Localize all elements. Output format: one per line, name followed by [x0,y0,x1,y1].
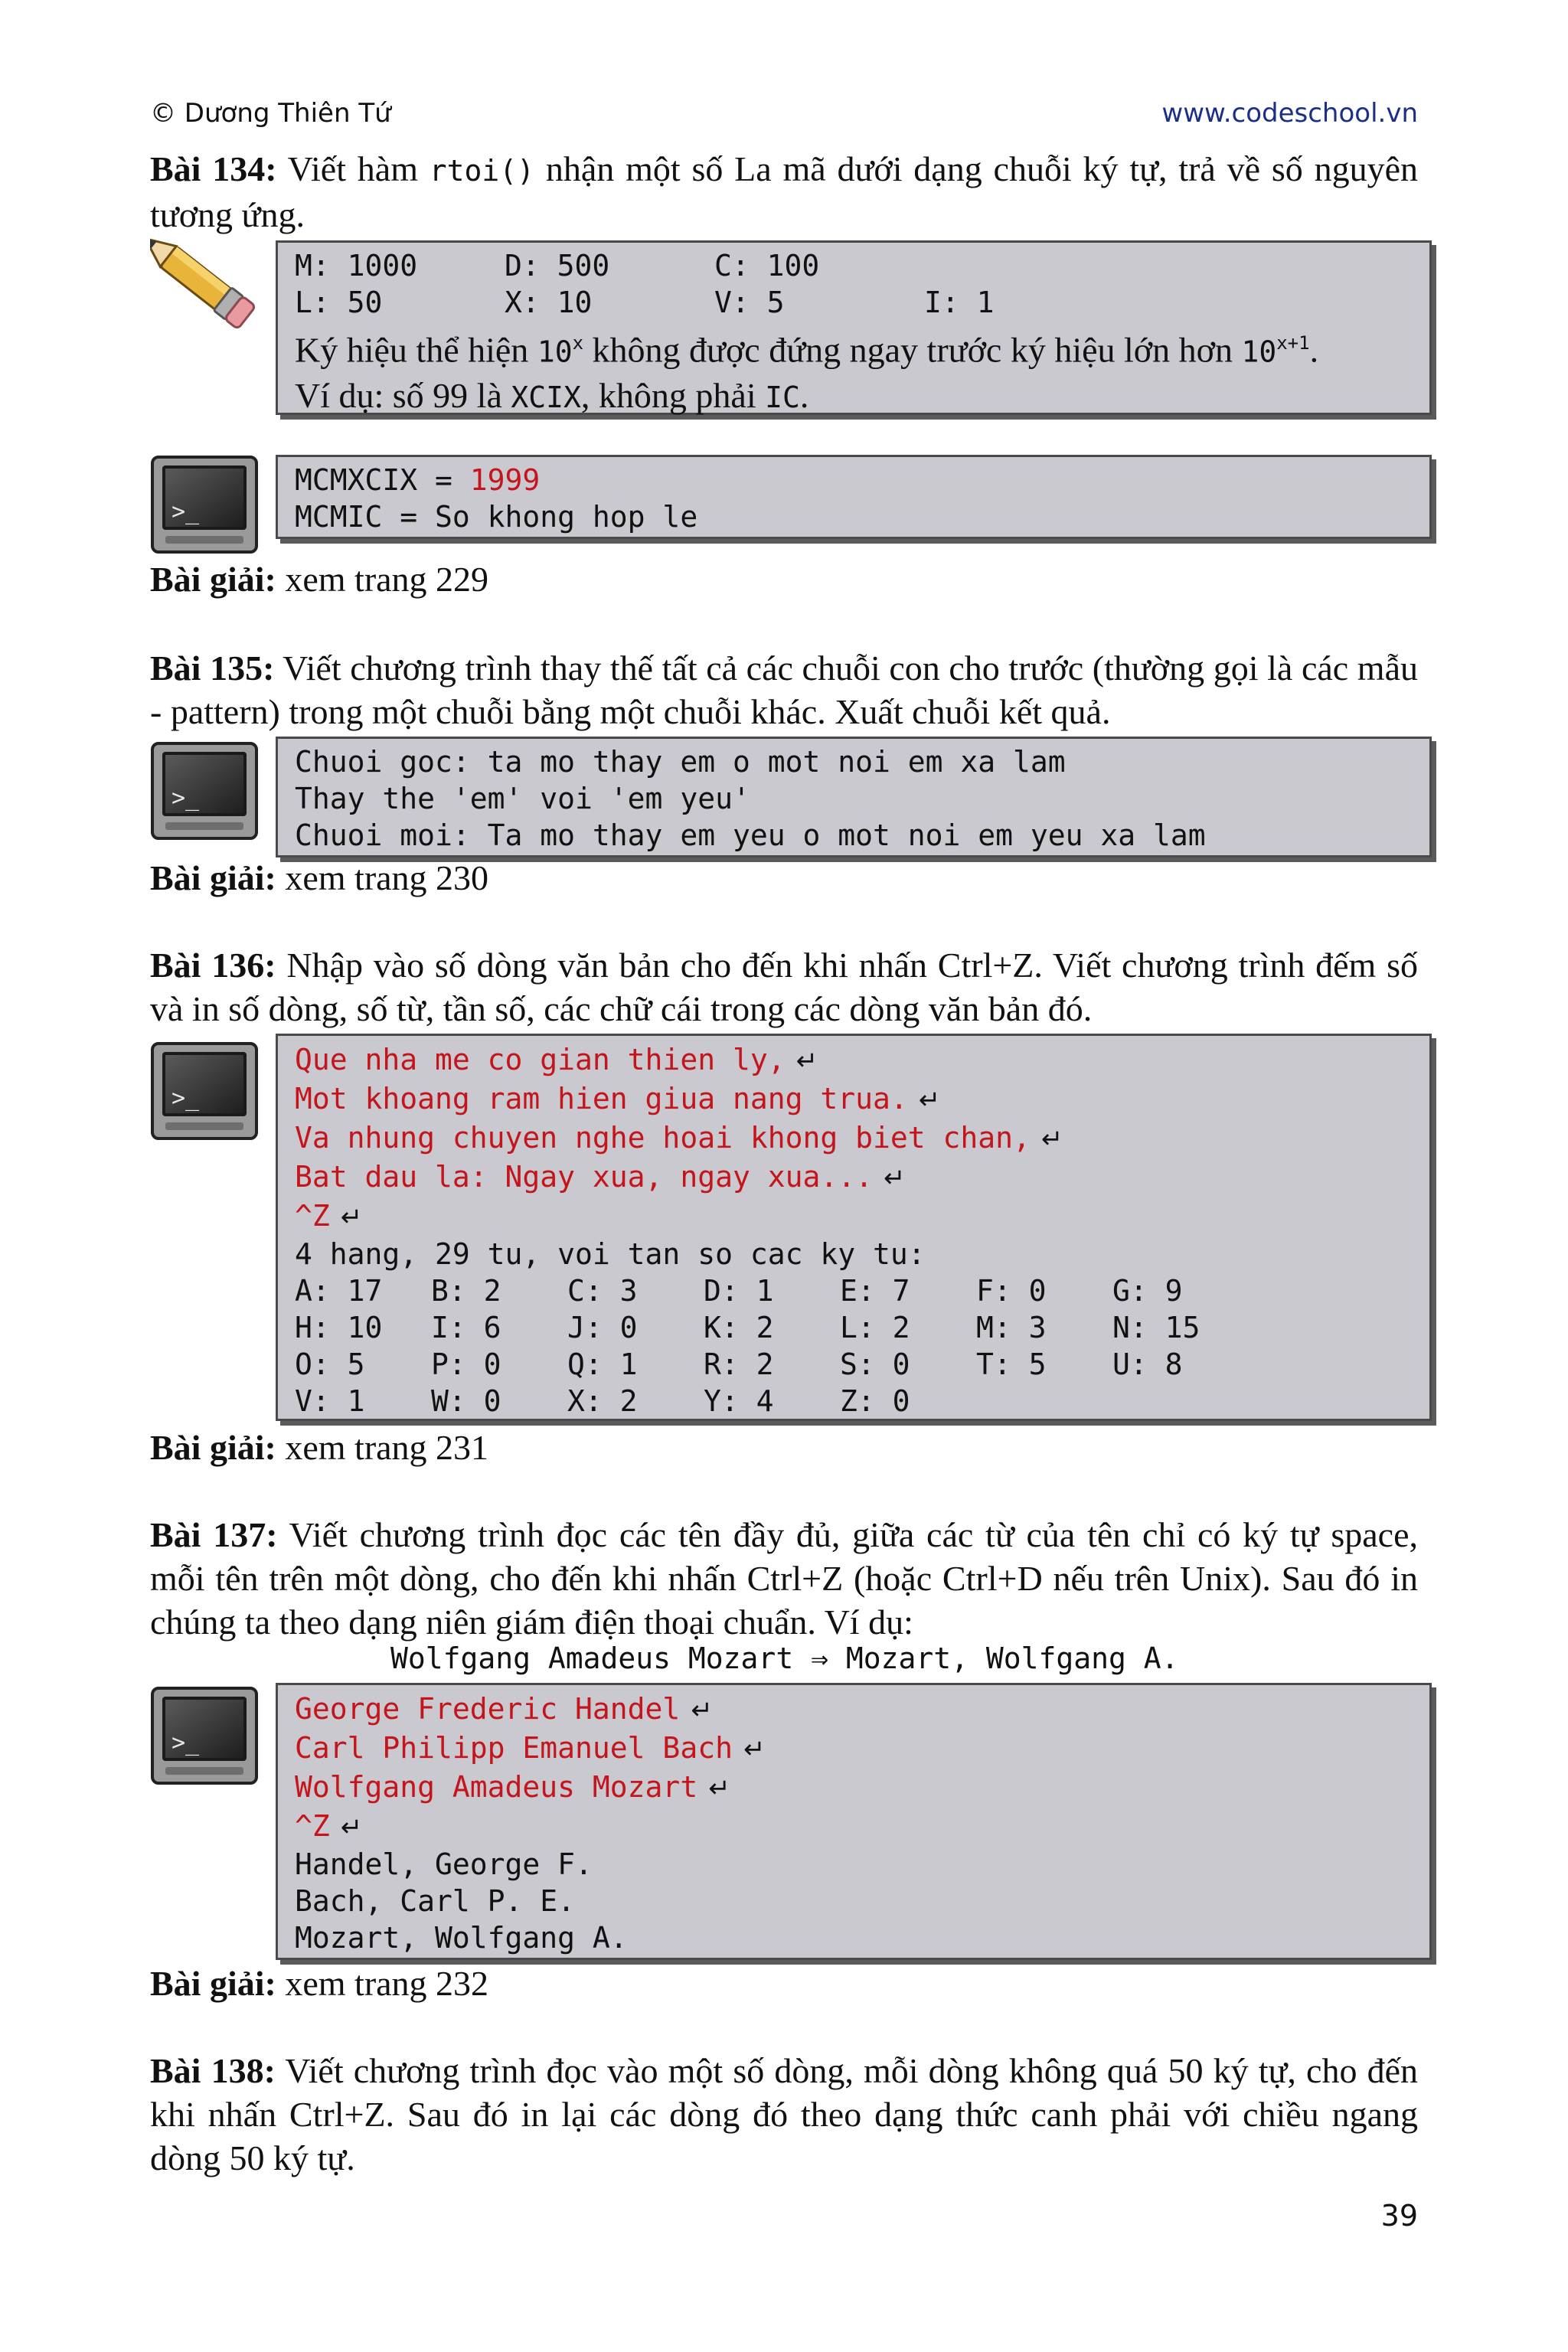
header-site: www.codeschool.vn [1161,98,1418,129]
function-name: rtoi() [429,154,535,188]
roman-example-text: Ví dụ: số 99 là XCIX, không phải IC. [295,376,809,416]
exercise-136-text: Bài 136: Nhập vào số dòng văn bản cho đến khi nhấn Ctrl+Z. Viết chương trình đếm số và in số dòng, số từ, tần số, các chữ cái trong các dòng văn bản đó. [150,946,1418,1028]
console-line: Thay the 'em' voi 'em yeu' [295,782,750,815]
svg-text:>_: >_ [172,1730,200,1756]
terminal-icon [150,1686,259,1785]
exercise-135-number: Bài 135: [150,648,275,688]
terminal-icon [150,455,259,554]
console-line: MCMIC = So khong hop le [295,500,698,534]
console-input-line: Que nha me co gian thien ly, ↵ [295,1043,818,1076]
solution-ref-136: Bài giải: xem trang 231 [150,1428,489,1467]
roman-values-row-1: M: 1000 D: 500 C: 100 [295,249,820,283]
enter-key-icon: ↵ [340,1202,363,1233]
enter-key-icon: ↵ [918,1085,941,1116]
terminal-icon [150,741,259,841]
roman-rule-text: Ký hiệu thể hiện 10$^x$ không được đứng ngay trước ký hiệu lớn hơn $10^{x+1}$. [295,330,1319,370]
console-line: Chuoi moi: Ta mo thay em yeu o mot noi em yeu xa lam [295,818,1206,852]
exercise-134-text: Bài 134: Viết hàm rtoi() nhận một số La mã dưới dạng chuỗi ký tự, trả về số nguyên tương ứng. [150,149,1418,234]
console-output-line: Bach, Carl P. E. [295,1884,576,1918]
console-input-line: Carl Philipp Emanuel Bach ↵ [295,1731,766,1765]
enter-key-icon: ↵ [795,1046,818,1076]
console-output-line: Handel, George F. [295,1847,593,1881]
console-summary-line: 4 hang, 29 tu, voi tan so cac ky tu: [295,1237,926,1271]
console-output-134 [276,455,1432,539]
console-input-line: ^Z ↵ [295,1809,363,1843]
console-line: MCMXCIX = 1999 [295,463,541,497]
svg-text:>_: >_ [172,1085,200,1112]
enter-key-icon: ↵ [1040,1124,1063,1155]
exercise-136-number: Bài 136: [150,946,276,985]
console-input-line: Bat dau la: Ngay xua, ngay xua... ↵ [295,1160,906,1194]
header-author: © Dương Thiên Tứ [150,98,391,129]
exercise-137-text: Bài 137: Viết chương trình đọc các tên đầy đủ, giữa các từ của tên chỉ có ký tự space, mỗi tên trên một dòng, cho đến khi nhấn Ctrl+Z (hoặc Ctrl+D nếu trên Unix). Sau đó in chúng ta theo dạng niên giám điện thoại chuẩn. Ví dụ: [150,1515,1418,1642]
console-output-137 [276,1683,1432,1960]
terminal-icon [150,1041,259,1141]
console-output-line: Mozart, Wolfgang A. [295,1921,628,1955]
solution-ref-135: Bài giải: xem trang 230 [150,858,489,897]
solution-ref-134: Bài giải: xem trang 229 [150,560,489,599]
roman-note-box [276,240,1432,415]
console-input-line: Va nhung chuyen nghe hoai khong biet chan, ↵ [295,1121,1063,1155]
console-input-line: ^Z ↵ [295,1199,363,1233]
console-input-line: George Frederic Handel ↵ [295,1692,713,1726]
console-input-line: Wolfgang Amadeus Mozart ↵ [295,1770,730,1804]
enter-key-icon: ↵ [708,1773,730,1804]
console-output-135 [276,737,1432,858]
console-output-136 [276,1034,1432,1421]
name-format-example: Wolfgang Amadeus Mozart ⇒ Mozart, Wolfgang A. [390,1642,1179,1675]
pencil-icon [150,237,265,337]
exercise-138-text: Bài 138: Viết chương trình đọc vào một số dòng, mỗi dòng không quá 50 ký tự, cho đến khi nhấn Ctrl+Z. Sau đó in lại các dòng đó theo dạng thức canh phải với chiều ngang dòng 50 ký tự. [150,2051,1418,2177]
enter-key-icon: ↵ [691,1695,713,1726]
exercise-137-number: Bài 137: [150,1515,278,1554]
exercise-134-number: Bài 134: [150,149,277,188]
page-number: 39 [1380,2199,1418,2233]
enter-key-icon: ↵ [743,1734,766,1765]
roman-values-row-2: L: 50 X: 10 V: 5 I: 1 [295,286,995,319]
solution-ref-137: Bài giải: xem trang 232 [150,1964,489,2003]
exercise-138-number: Bài 138: [150,2051,276,2090]
svg-text:>_: >_ [172,498,200,525]
exercise-135-text: Bài 135: Viết chương trình thay thế tất cả các chuỗi con cho trước (thường gọi là các mẫu - pattern) trong một chuỗi bằng một chuỗi khác. Xuất chuỗi kết quả. [150,648,1419,731]
console-line: Chuoi goc: ta mo thay em o mot noi em xa lam [295,745,1066,779]
enter-key-icon: ↵ [340,1812,363,1843]
console-input-line: Mot khoang ram hien giua nang trua. ↵ [295,1082,941,1116]
letter-frequency-table: A: 17 B: 2 C: 3 D: 1 E: 7 F: 0 G: 9 H: 10 I: 6 J: 0 K: 2 L: 2 M: 3 N: 15 O: 5 P: 0 Q: 1 R: 2 S: 0 T: 5 U: 8 V: 1 W: 0 X: 2 Y: 4 Z: 0 [295,1274,1200,1418]
svg-text:>_: >_ [172,785,200,812]
enter-key-icon: ↵ [883,1163,906,1194]
